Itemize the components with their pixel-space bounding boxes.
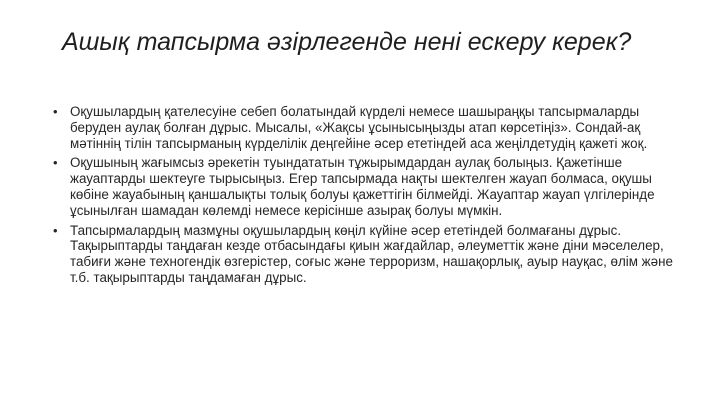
bullet-dot-icon: • (53, 222, 58, 238)
bullet-list (50, 104, 680, 290)
bullet-item-3 (50, 223, 680, 286)
bullet-text: Оқушылардың қателесуіне себеп болатындай күрделі немесе шашыраңқы тапсырмаларды беруден аулақ болған дұрыс. Мысалы, «Жақсы ұсынысыңызды атап көрсетіңіз». Сондай-ақ мәтіннің тілін тапсырманың күрделілік деңгейіне әсер ететіндей аса жеңілдетудің қажеті жоқ. (70, 104, 648, 151)
slide-title: Ашық тапсырма әзірлегенде нені ескеру керек? (62, 28, 632, 56)
bullet-text: Тапсырмалардың мазмұны оқушылардың көңіл күйіне әсер ететіндей болмағаны дұрыс. Тақырыптарды таңдаған кезде отбасындағы қиын жағдайлар, әлеуметтік және діни мәселелер, табиғи және техногендік өзгерістер, соғыс және терроризм, нашақорлық, ауыр науқас, өлім және т.б. тақырыптарды таңдамаған дұрыс. (70, 222, 673, 285)
bullet-item-2 (50, 155, 680, 218)
bullet-text: Оқушының жағымсыз әрекетін туындататын тұжырымдардан аулақ болыңыз. Қажетінше жауаптарды шектеуге тырысыңыз. Егер тапсырмада нақты шектелген жауап болмаса, оқушы көбіне жауабының қаншалықты толық болуы қажеттігін білмейді. Жауаптар жауап үлгілерінде ұсынылған шамадан көлемді немесе керісінше азырақ болуы мүмкін. (70, 155, 655, 218)
bullet-item-1 (50, 104, 680, 151)
bullet-dot-icon: • (53, 104, 58, 119)
bullet-dot-icon: • (53, 155, 58, 171)
